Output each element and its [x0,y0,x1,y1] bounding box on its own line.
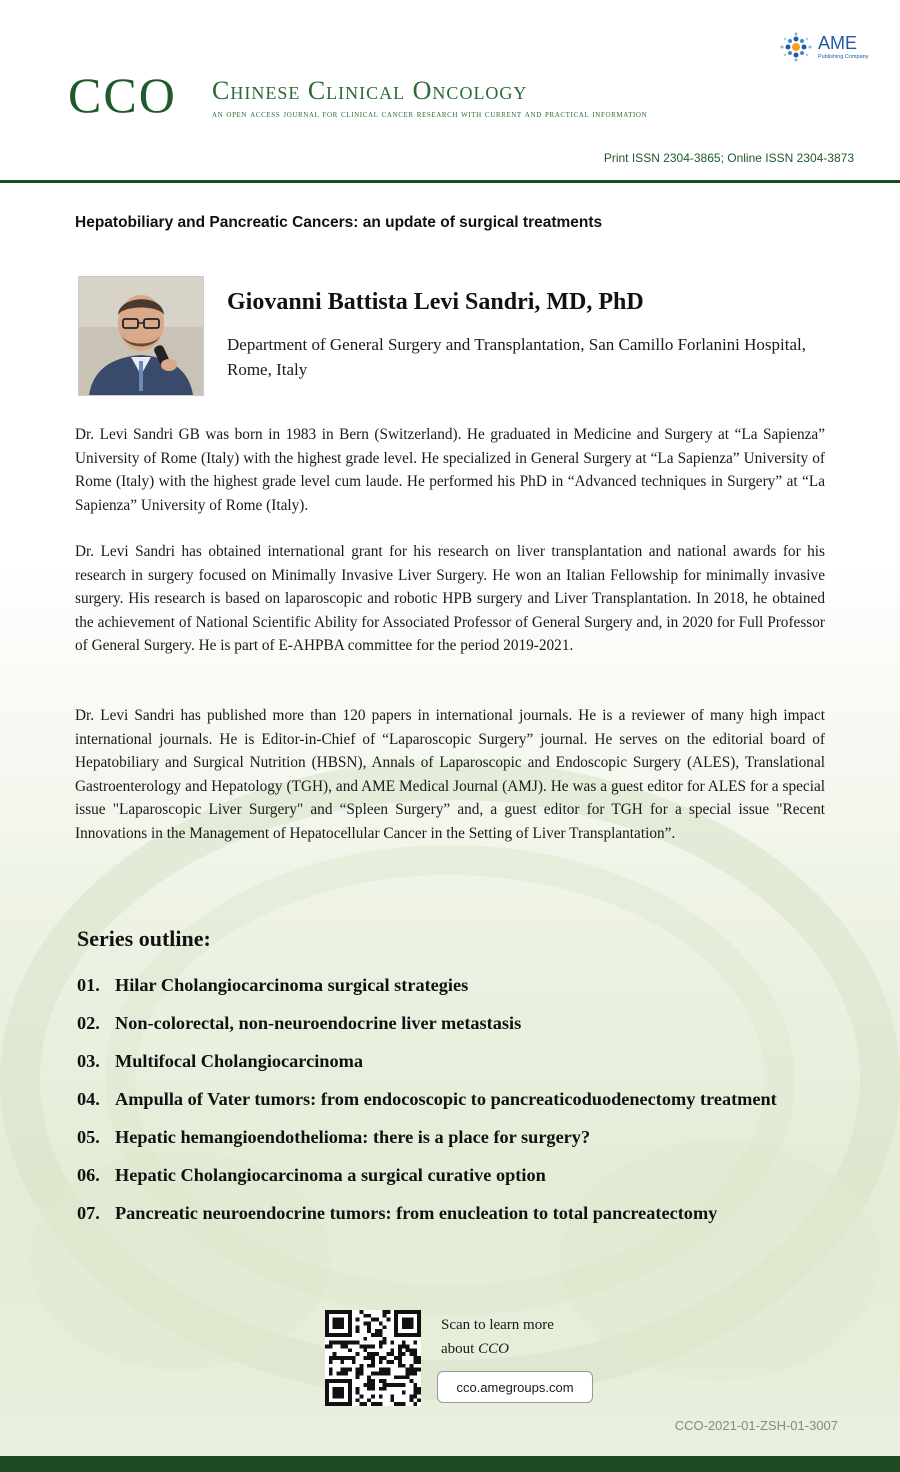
outline-item [77,1123,837,1151]
portrait-image [79,277,203,395]
outline-item-title: Multifocal Cholangiocarcinoma [115,1051,363,1071]
outline-item-title: Hilar Cholangiocarcinoma surgical strategies [115,975,469,995]
outline-item-title: Hepatic hemangioendothelioma: there is a place for surgery? [115,1127,591,1147]
editor-name: Giovanni Battista Levi Sandri, MD, PhD [227,289,644,315]
series-outline-list [77,971,837,1237]
outline-item-title: Pancreatic neuroendocrine tumors: from enucleation to total pancreatectomy [115,1203,718,1223]
ame-dots-icon [778,32,814,62]
journal-url-link[interactable]: cco.amegroups.com [437,1371,593,1403]
scan-line: Scan to learn more [441,1317,554,1333]
outline-item-number: 03. [77,1051,100,1071]
outline-item [77,1199,837,1227]
outline-item-number: 04. [77,1089,100,1109]
series-title: Hepatobiliary and Pancreatic Cancers: an update of surgical treatments [75,214,603,231]
editor-affiliation: Department of General Surgery and Transplantation, San Camillo Forlanini Hospital, Rome, Italy [227,335,807,379]
outline-item-title: Ampulla of Vater tumors: from endocoscopic to pancreaticoduodenectomy treatment [115,1089,777,1109]
journal-logo: CCO [68,67,177,123]
outline-item-number: 07. [77,1203,100,1223]
outline-item [77,1085,837,1113]
qr-code-icon [325,1310,421,1406]
outline-item [77,1009,837,1037]
outline-item [77,1161,837,1189]
series-outline-heading: Series outline: [77,926,211,951]
outline-item-title: Hepatic Cholangiocarcinoma a surgical curative option [115,1165,546,1185]
bio-paragraph: Dr. Levi Sandri GB was born in 1983 in Bern (Switzerland). He graduated in Medicine and Surgery at “La Sapienza” University of Rome (Italy) with the highest grade level. He specialized in General Surgery at “La Sapienza” University of Rome (Italy) with the highest grade level cum laude. He performed his PhD in “Advanced techniques in Surgery” at “La Sapienza” University of Rome (Italy). [75,426,825,514]
outline-item-number: 05. [77,1127,100,1147]
outline-item-number: 06. [77,1165,100,1185]
footer-bar [0,1456,900,1472]
header-divider [0,180,900,183]
outline-item [77,971,837,999]
outline-item [77,1047,837,1075]
outline-item-number: 01. [77,975,100,995]
ame-logo-text: AME [818,33,858,53]
document-code: CCO-2021-01-ZSH-01-3007 [674,1418,838,1433]
bio-paragraph: Dr. Levi Sandri has published more than 120 papers in international journals. He is a reviewer of many high impact international journals. He is Editor-in-Chief of “Laparoscopic Surgery” journal. He serves on the editorial board of Hepatobiliary and Surgical Nutrition (HBSN), Annals of Laparoscopic and Endoscopic Surgery (ALES), Translational Gastroenterology and Hepatology (TGH), and AME Medical Journal (AMJ). He was a guest editor for ALES for a special issue "Laparoscopic Liver Surgery" and “Spleen Surgery” and, a guest editor for TGH for a special issue "Recent Innovations in the Management of Hepatocellular Cancer in the Setting of Liver Transplantation”. [75,707,825,842]
scan-line [441,1337,601,1361]
outline-item-number: 02. [77,1013,100,1033]
journal-title: Chinese Clinical Oncology [212,76,528,105]
bio-paragraph: Dr. Levi Sandri has obtained international grant for his research on liver transplantation and national awards for his research in surgery focused on Minimally Invasive Liver Surgery. He won an Italian Fellowship for minimally invasive surgery. His research is based on laparoscopic and robotic HPB surgery and Liver Transplantation. In 2018, he obtained the achievement of National Scientific Ability for Associated Professor of General Surgery and, in 2020 for Full Professor of General Surgery. He is part of E-AHPBA committee for the period 2019-2021. [75,543,825,654]
scan-prefix: about [441,1341,479,1357]
scan-instructions [441,1313,601,1361]
outline-item-title: Non-colorectal, non-neuroendocrine liver metastasis [115,1013,522,1033]
ame-logo-subtext: Publishing Company [818,54,869,60]
qr-code[interactable] [325,1310,421,1406]
issn-line: Print ISSN 2304-3865; Online ISSN 2304-3873 [603,151,854,165]
publisher-logo [778,30,878,66]
scan-journal-abbrev: CCO [478,1341,509,1357]
editor-portrait [78,276,204,396]
journal-header [0,0,900,182]
journal-subtitle: an open access journal for clinical cancer research with current and practical information [212,109,648,120]
